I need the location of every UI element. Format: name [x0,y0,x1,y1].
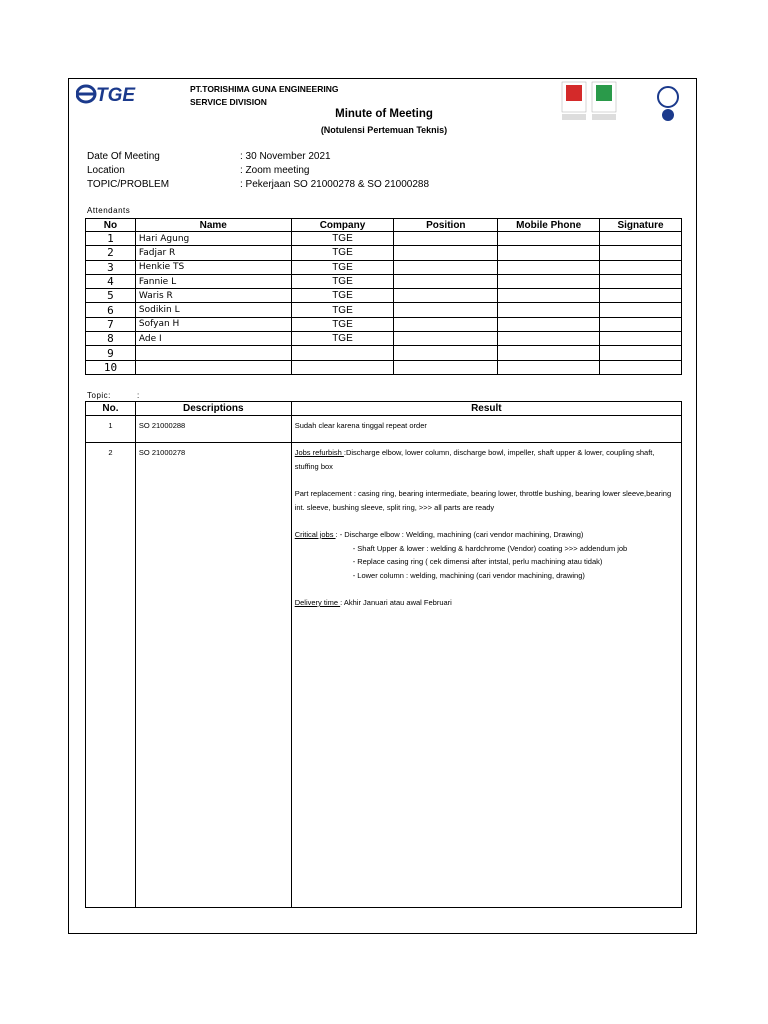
topic-no: 1 [86,416,136,443]
attendant-no: 8 [86,332,136,346]
attendant-name: Sofyan H [135,317,291,331]
location-label: Location [87,165,125,176]
attendant-phone [498,260,600,274]
topic-problem-label: TOPIC/PROBLEM [87,179,170,190]
attendant-position [394,303,498,317]
table-row [86,289,682,303]
delivery-time-text: : Akhir Januari atau awal Februari [340,598,452,607]
attendant-name [135,360,291,374]
attendant-position [394,232,498,246]
topic-description: SO 21000278 [135,443,291,908]
jobs-refurbish-paragraph [295,446,678,473]
attendant-name: Fadjar R [135,246,291,260]
attendant-position [394,346,498,360]
table-row [86,416,682,443]
attendant-position [394,274,498,288]
attendant-name: Ade I [135,332,291,346]
attendants-label: Attendants [87,206,131,215]
critical-jobs-item: - Shaft Upper & lower : welding & hardchrome (Vendor) coating >>> addendum job [352,543,628,553]
critical-jobs-block [295,528,678,582]
topic-label: Topic: [87,391,111,400]
attendant-no: 7 [86,317,136,331]
attendant-company: TGE [291,232,394,246]
critical-jobs-item: : - Discharge elbow : Welding, machining (cari vendor machining, Drawing) [335,530,584,539]
col-header-name: Name [135,219,291,232]
attendant-phone [498,346,600,360]
col-header-result: Result [291,402,681,416]
col-header-position: Position [394,219,498,232]
company-name: PT.TORISHIMA GUNA ENGINEERING [190,84,339,94]
attendant-name: Fannie L [135,274,291,288]
table-row [86,303,682,317]
attendant-phone [498,246,600,260]
attendant-position [394,332,498,346]
attendant-no: 1 [86,232,136,246]
document-title: Minute of Meeting [335,108,433,120]
col-header-descriptions: Descriptions [135,402,291,416]
attendant-signature [600,289,682,303]
topic-colon: : [137,391,140,400]
topic-table [85,401,682,908]
attendant-no: 10 [86,360,136,374]
meeting-info-values [240,150,429,192]
col-header-no: No. [86,402,136,416]
attendant-position [394,360,498,374]
attendant-name: Hari Agung [135,232,291,246]
part-replacement-paragraph: Part replacement : casing ring, bearing intermediate, bearing lower, throttle bushing, bearing lower sleeve,bearing int. sleeve, bushing sleeve, split ring, >>> all parts are ready [294,489,672,512]
topic-problem-value: : Pekerjaan SO 21000278 & SO 21000288 [240,179,430,190]
table-row [86,232,682,246]
table-row [86,360,682,374]
svg-text:TGE: TGE [96,85,136,104]
meeting-info-labels [87,150,169,192]
table-row [86,274,682,288]
attendant-company: TGE [291,317,394,331]
attendant-name: Sodikin L [135,303,291,317]
attendant-company: TGE [291,332,394,346]
table-row [86,332,682,346]
table-row [86,346,682,360]
attendant-phone [498,232,600,246]
table-row [86,246,682,260]
division-name: SERVICE DIVISION [190,97,267,107]
attendant-company: TGE [291,246,394,260]
jobs-refurbish-text: :Discharge elbow, lower column, discharge bowl, impeller, shaft upper & lower, coupling shaft, stuffing box [294,448,655,471]
attendant-name: Waris R [135,289,291,303]
topic-result [291,443,681,908]
critical-jobs-label: Critical jobs [294,530,336,539]
attendant-company [291,346,394,360]
delivery-time-paragraph [295,596,678,610]
attendant-phone [498,317,600,331]
attendant-position [394,260,498,274]
topic-no: 2 [86,443,136,908]
attendant-signature [600,274,682,288]
attendant-phone [498,289,600,303]
date-label: Date Of Meeting [87,151,160,162]
attendant-company: TGE [291,303,394,317]
attendant-company [291,360,394,374]
table-row [86,317,682,331]
attendant-no: 3 [86,260,136,274]
attendant-signature [600,317,682,331]
attendant-phone [498,360,600,374]
attendant-company: TGE [291,274,394,288]
attendant-signature [600,246,682,260]
attendant-position [394,317,498,331]
attendant-position [394,289,498,303]
attendant-signature [600,232,682,246]
attendants-table [85,218,682,375]
attendant-no: 5 [86,289,136,303]
col-header-no: No [86,219,136,232]
attendant-company: TGE [291,289,394,303]
topic-description: SO 21000288 [135,416,291,443]
table-row [86,260,682,274]
topic-result: Sudah clear karena tinggal repeat order [291,416,681,443]
table-row [86,443,682,908]
col-header-signature: Signature [600,219,682,232]
date-value: : 30 November 2021 [240,151,331,162]
jobs-refurbish-label: Jobs refurbish [294,448,344,457]
attendant-position [394,246,498,260]
attendant-phone [498,332,600,346]
attendant-no: 9 [86,346,136,360]
critical-jobs-line [295,528,678,542]
attendant-no: 6 [86,303,136,317]
company-block [190,83,338,109]
attendant-no: 4 [86,274,136,288]
attendant-name [135,346,291,360]
attendant-signature [600,303,682,317]
attendant-phone [498,274,600,288]
location-value: : Zoom meeting [240,165,310,176]
attendant-signature [600,260,682,274]
attendant-signature [600,346,682,360]
topic-header-row [86,402,682,416]
attendants-header-row [86,219,682,232]
attendant-name: Henkie TS [135,260,291,274]
document-subtitle: (Notulensi Pertemuan Teknis) [320,125,448,135]
attendant-company: TGE [291,260,394,274]
col-header-company: Company [291,219,394,232]
col-header-mobile-phone: Mobile Phone [498,219,600,232]
delivery-time-label: Delivery time [294,598,341,607]
attendant-no: 2 [86,246,136,260]
critical-jobs-item: - Replace casing ring ( cek dimensi after intstal, perlu machining atau tidak) [352,557,603,566]
attendant-phone [498,303,600,317]
company-logo [76,84,166,104]
attendant-signature [600,360,682,374]
attendant-signature [600,332,682,346]
critical-jobs-item: - Lower column : welding, machining (cari vendor machining, drawing) [352,570,585,580]
